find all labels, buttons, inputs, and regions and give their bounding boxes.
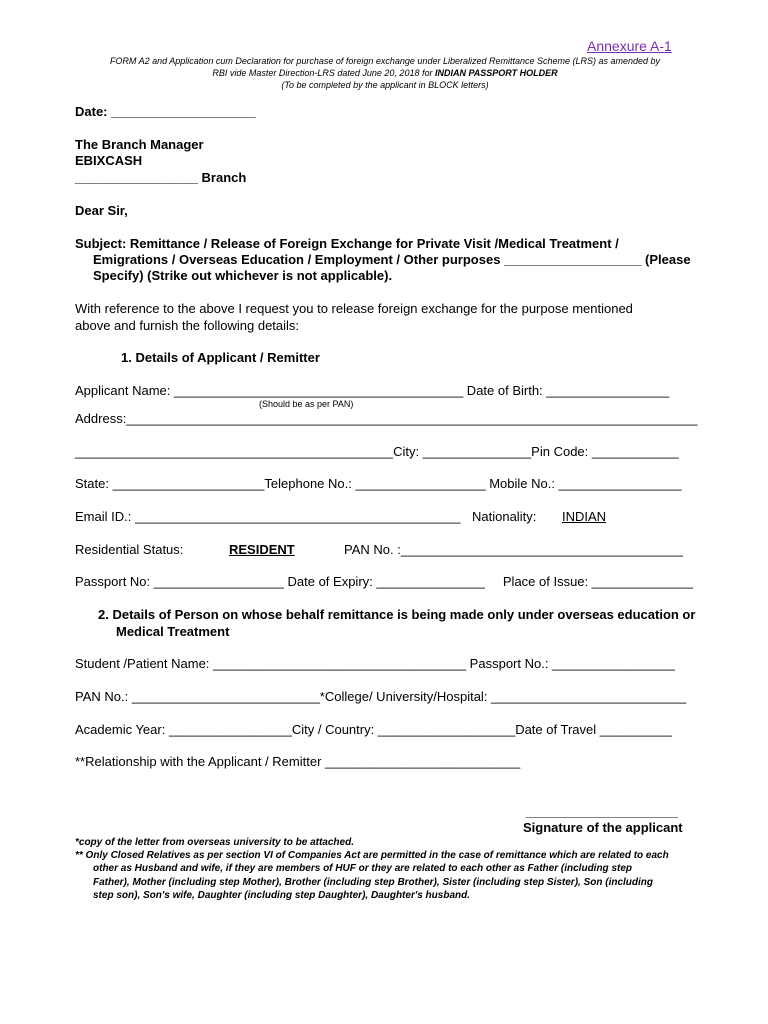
form-header-line2-bold: INDIAN PASSPORT HOLDER [434,68,558,78]
intro-line1: With reference to the above I request you to release foreign exchange for the purpose mentioned [75,301,633,316]
annexure-label: Annexure A-1 [587,38,672,54]
relationship-row[interactable]: **Relationship with the Applicant / Remitter ___________________________ [75,754,521,769]
nationality-value: INDIAN [562,509,607,524]
subject-line2[interactable]: Emigrations / Overseas Education / Employment / Other purposes ___________________ (Please [93,252,691,267]
pan-field[interactable]: PAN No. :_______________________________________ [344,542,683,557]
student-name-row[interactable]: Student /Patient Name: ___________________________________ Passport No.: _________________ [75,656,675,671]
academic-row[interactable]: Academic Year: _________________City / Country: ___________________Date of Travel __________ [75,722,673,737]
form-header-line2 [70,68,700,78]
addressee-line1: The Branch Manager [75,137,204,152]
footnote-2-line4: step son), Son's wife, Daughter (including step Daughter), Daughter's husband. [93,890,471,901]
email-field[interactable]: Email ID.: _____________________________________________ [75,509,461,524]
footnote-2-line3: Father), Mother (including step Mother), Brother (including step Brother), Sister (including step Sister), Son (including [93,877,654,888]
pan-note: (Should be as per PAN) [259,399,354,409]
footnote-2-line1: ** Only Closed Relatives as per section VI of Companies Act are permitted in the case of remittance which are related to each [75,850,669,861]
addressee-line2: EBIXCASH [75,153,143,168]
form-header-line2-text: RBI vide Master Direction-LRS dated June 20, 2018 for [212,68,435,78]
form-header-line3: (To be completed by the applicant in BLOCK letters) [281,80,489,90]
signature-line[interactable]: _____________________ [526,804,678,819]
date-field[interactable]: Date: ____________________ [75,104,256,119]
branch-field[interactable]: _________________ Branch [75,170,247,185]
section2-heading-line1: 2. Details of Person on whose behalf remittance is being made only under overseas education or [98,607,696,622]
intro-line2: above and furnish the following details: [75,318,300,333]
residential-status-value: RESIDENT [229,542,295,557]
subject-line3: Specify) (Strike out whichever is not applicable). [93,268,393,283]
address-line1[interactable]: Address:_______________________________________________________________________________ [75,411,698,426]
applicant-name-row[interactable]: Applicant Name: ________________________________________ Date of Birth: _________________ [75,383,670,398]
footnote-2-line2: other as Husband and wife, if they are members of HUF or they are related to each other as Father (including step [93,863,633,874]
form-header-line1: FORM A2 and Application cum Declaration for purchase of foreign exchange under Liberalized Remittance Scheme (LRS) as amended by [109,56,661,66]
passport-row[interactable]: Passport No: __________________ Date of Expiry: _______________ Place of Issue: ______________ [75,574,693,589]
pan-college-row[interactable]: PAN No.: __________________________*College/ University/Hospital: ___________________________ [75,689,687,704]
signature-label: Signature of the applicant [523,820,683,835]
residential-status-label: Residential Status: [75,542,184,557]
nationality-label: Nationality: [472,509,537,524]
section2-heading-line2: Medical Treatment [116,624,230,639]
subject-line1: Subject: Remittance / Release of Foreign Exchange for Private Visit /Medical Treatment / [75,236,619,251]
section1-heading: 1. Details of Applicant / Remitter [121,350,320,365]
state-row[interactable]: State: _____________________Telephone No.: __________________ Mobile No.: _________________ [75,476,682,491]
address-line2[interactable]: ____________________________________________City: _______________Pin Code: ____________ [75,444,679,459]
footnote-1: *copy of the letter from overseas university to be attached. [75,837,354,848]
salutation: Dear Sir, [75,203,128,218]
